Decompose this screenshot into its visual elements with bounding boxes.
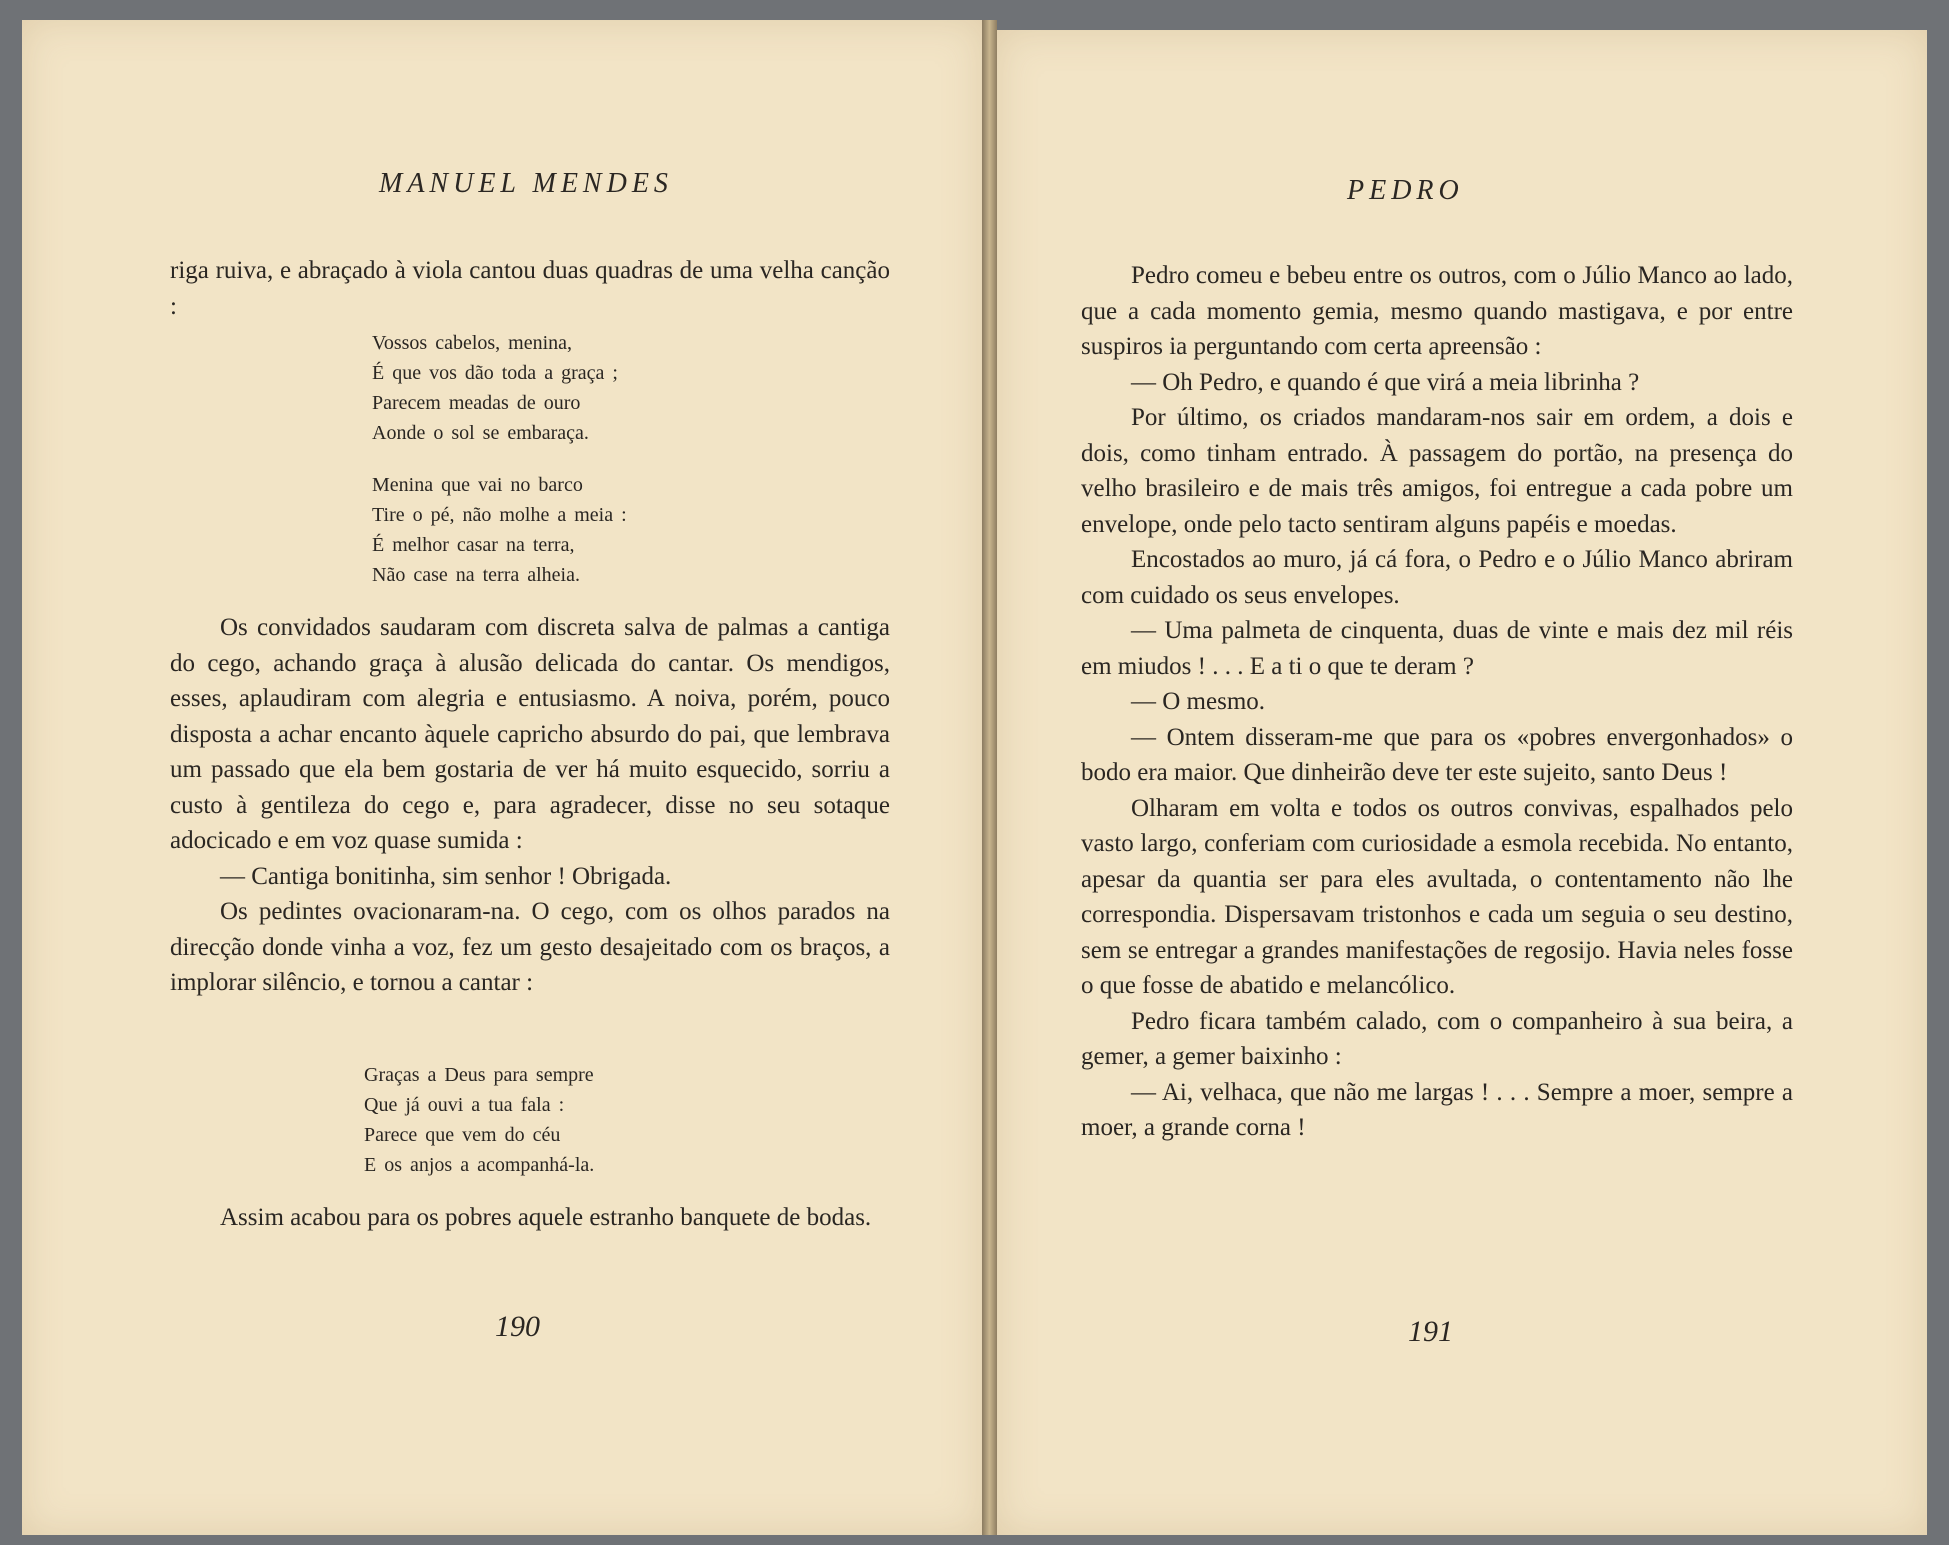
right-running-head: PEDRO bbox=[1347, 175, 1464, 206]
paragraph-closing: Assim acabou para os pobres aquele estranho banquete de bodas. bbox=[220, 1204, 872, 1231]
paragraph-guests: Os convidados saudaram com discreta salva de palmas a cantiga do cego, achando graça à alusão delicada do cantar. Os mendigos, esses, aplaudiram com alegria e entusiasmo. A noiva, porém, pouco disposta a achar encanto àquele capricho absurdo do pai, que lembrava um passado que ela bem gostaria de ver há muito esquecido, sorriu a custo à gentileza do cego e, para agradecer, disse no seu sotaque adocicado e em voz quase sumida : bbox=[170, 614, 890, 854]
paragraph: — Oh Pedro, e quando é que virá a meia librinha ? bbox=[1131, 368, 1640, 396]
paragraph: Encostados ao muro, já cá fora, o Pedro e o Júlio Manco abriram com cuidado os seus envelopes. bbox=[1081, 546, 1793, 609]
left-running-head: MANUEL MENDES bbox=[379, 168, 673, 199]
paragraph: Pedro comeu e bebeu entre os outros, com o Júlio Manco ao lado, que a cada momento gemia, mesmo quando mastigava, e por entre suspiros ia perguntando com certa apreensão : bbox=[1081, 262, 1793, 360]
paragraph: Por último, os criados mandaram-nos sair em ordem, a dois e dois, como tinham entrado. À passagem do portão, na presença do velho brasileiro e de mais três amigos, foi entregue a cada pobre um envelope, onde pelo tacto sentiram alguns papéis e moedas. bbox=[1081, 404, 1793, 538]
stanza-line: Que já ouvi a tua fala : bbox=[364, 1094, 565, 1116]
stanza-line: Aonde o sol se embaraça. bbox=[372, 422, 589, 444]
stanza-line: Graças a Deus para sempre bbox=[364, 1064, 594, 1086]
stanza-3 bbox=[364, 1060, 594, 1180]
left-text-block-bottom bbox=[170, 1200, 890, 1236]
stanza-line: Vossos cabelos, menina, bbox=[372, 332, 573, 354]
stanza-2 bbox=[372, 470, 627, 590]
paragraph-cantiga: — Cantiga bonitinha, sim senhor ! Obrigada. bbox=[220, 862, 672, 890]
right-text-block bbox=[1081, 258, 1793, 1146]
stanza-line: Parecem meadas de ouro bbox=[372, 392, 581, 414]
paragraph: — O mesmo. bbox=[1131, 688, 1266, 715]
stanza-line: É melhor casar na terra, bbox=[372, 534, 575, 556]
right-page bbox=[997, 30, 1927, 1535]
stanza-line: Tire o pé, não molhe a meia : bbox=[372, 504, 627, 526]
stanza-line: É que vos dão toda a graça ; bbox=[372, 362, 618, 384]
paragraph: — Uma palmeta de cinquenta, duas de vinte e mais dez mil réis em miudos ! . . . E a ti o que te deram ? bbox=[1081, 617, 1793, 680]
paragraph: — Ontem disseram-me que para os «pobres envergonhados» o bodo era maior. Que dinheirão deve ter este sujeito, santo Deus ! bbox=[1081, 723, 1793, 786]
left-page bbox=[22, 20, 982, 1535]
page-number: 191 bbox=[1408, 1315, 1453, 1348]
paragraph-pedintes: Os pedintes ovacionaram-na. O cego, com os olhos parados na direcção donde vinha a voz, fez um gesto desajeitado com os braços, a implorar silêncio, e tornou a cantar : bbox=[170, 898, 890, 996]
paragraph: Olharam em volta e todos os outros convivas, espalhados pelo vasto largo, conferiam com curiosidade a esmola recebida. No entanto, apesar da quantia ser para eles avultada, o contentamento não lhe correspondia. Dispersavam tristonhos e cada um seguia o seu destino, sem se entregar a grandes manifestações de regosijo. Havia neles fosse o que fosse de abatido e melancólico. bbox=[1081, 794, 1793, 999]
book-gutter bbox=[982, 20, 997, 1535]
left-text-block-top bbox=[170, 253, 890, 324]
stanza-line: Parece que vem do céu bbox=[364, 1124, 561, 1146]
opening-paragraph: riga ruiva, e abraçado à viola cantou duas quadras de uma velha canção : bbox=[170, 257, 890, 320]
paragraph: Pedro ficara também calado, com o companheiro à sua beira, a gemer, a gemer baixinho : bbox=[1081, 1007, 1793, 1070]
stanza-line: E os anjos a acompanhá-la. bbox=[364, 1154, 595, 1176]
page-number: 190 bbox=[495, 1310, 540, 1343]
stanza-1 bbox=[372, 328, 618, 448]
left-text-block-middle bbox=[170, 610, 890, 1001]
stanza-line: Menina que vai no barco bbox=[372, 474, 583, 496]
stanza-line: Não case na terra alheia. bbox=[372, 564, 580, 586]
paragraph: — Ai, velhaca, que não me largas ! . . . Sempre a moer, sempre a moer, a grande corna ! bbox=[1081, 1078, 1793, 1141]
